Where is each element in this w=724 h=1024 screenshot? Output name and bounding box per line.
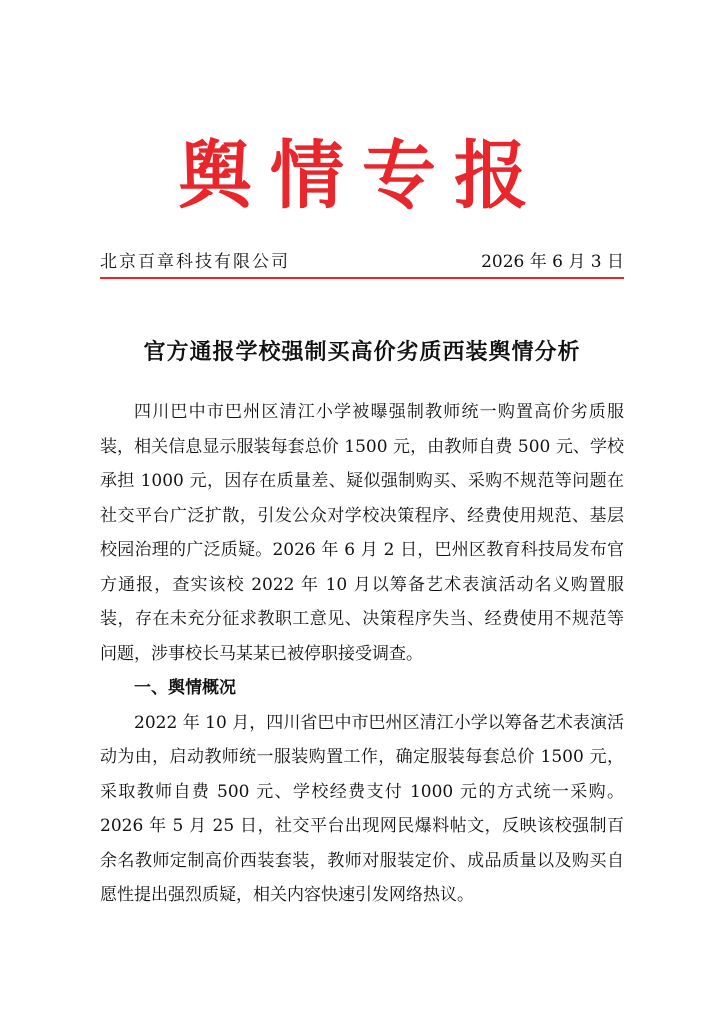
overview-paragraph: 2022 年 10 月，四川省巴中市巴州区清江小学以筹备艺术表演活动为由，启动教师统一服装购置工作，确定服装每套总价 1500 元，采取教师自费 500 元、学校经费支付 1000 元的方式统一采购。2026 年 5 月 25 日，社交平台出现网民爆料帖文，反映该校强制百余名教师定制高价西装套装，教师对服装定价、成品质量以及购买自愿性提出强烈质疑，相关内容快速引发网络热议。 — [100, 712, 624, 905]
issuing-organization: 北京百章科技有限公司 — [100, 252, 290, 272]
intro-paragraph: 四川巴中市巴州区清江小学被曝强制教师统一购置高价劣质服装，相关信息显示服装每套总价 1500 元，由教师自费 500 元、学校承担 1000 元，因存在质量差、疑似强制购买、采购不规范等问题在社交平台广泛扩散，引发公众对学校决策程序、经费使用规范、基层校园治理的广泛质疑。2026 年 6 月 2 日，巴州区教育科技局发布官方通报，查实该校 2022 年 10 月以筹备艺术表演活动名义购置服装，存在未充分征求教职工意见、决策程序失当、经费使用不规范等问题，涉事校长马某某已被停职接受调查。 — [100, 402, 624, 664]
report-masthead: 舆情专报 — [178, 133, 546, 219]
issue-date: 2026 年 6 月 3 日 — [481, 252, 624, 272]
report-body — [100, 395, 624, 913]
report-meta-row — [100, 250, 624, 274]
red-divider-line — [100, 277, 624, 279]
section-heading-overview: 一、舆情概况 — [134, 678, 236, 698]
report-title: 官方通报学校强制买高价劣质西装舆情分析 — [143, 340, 581, 365]
